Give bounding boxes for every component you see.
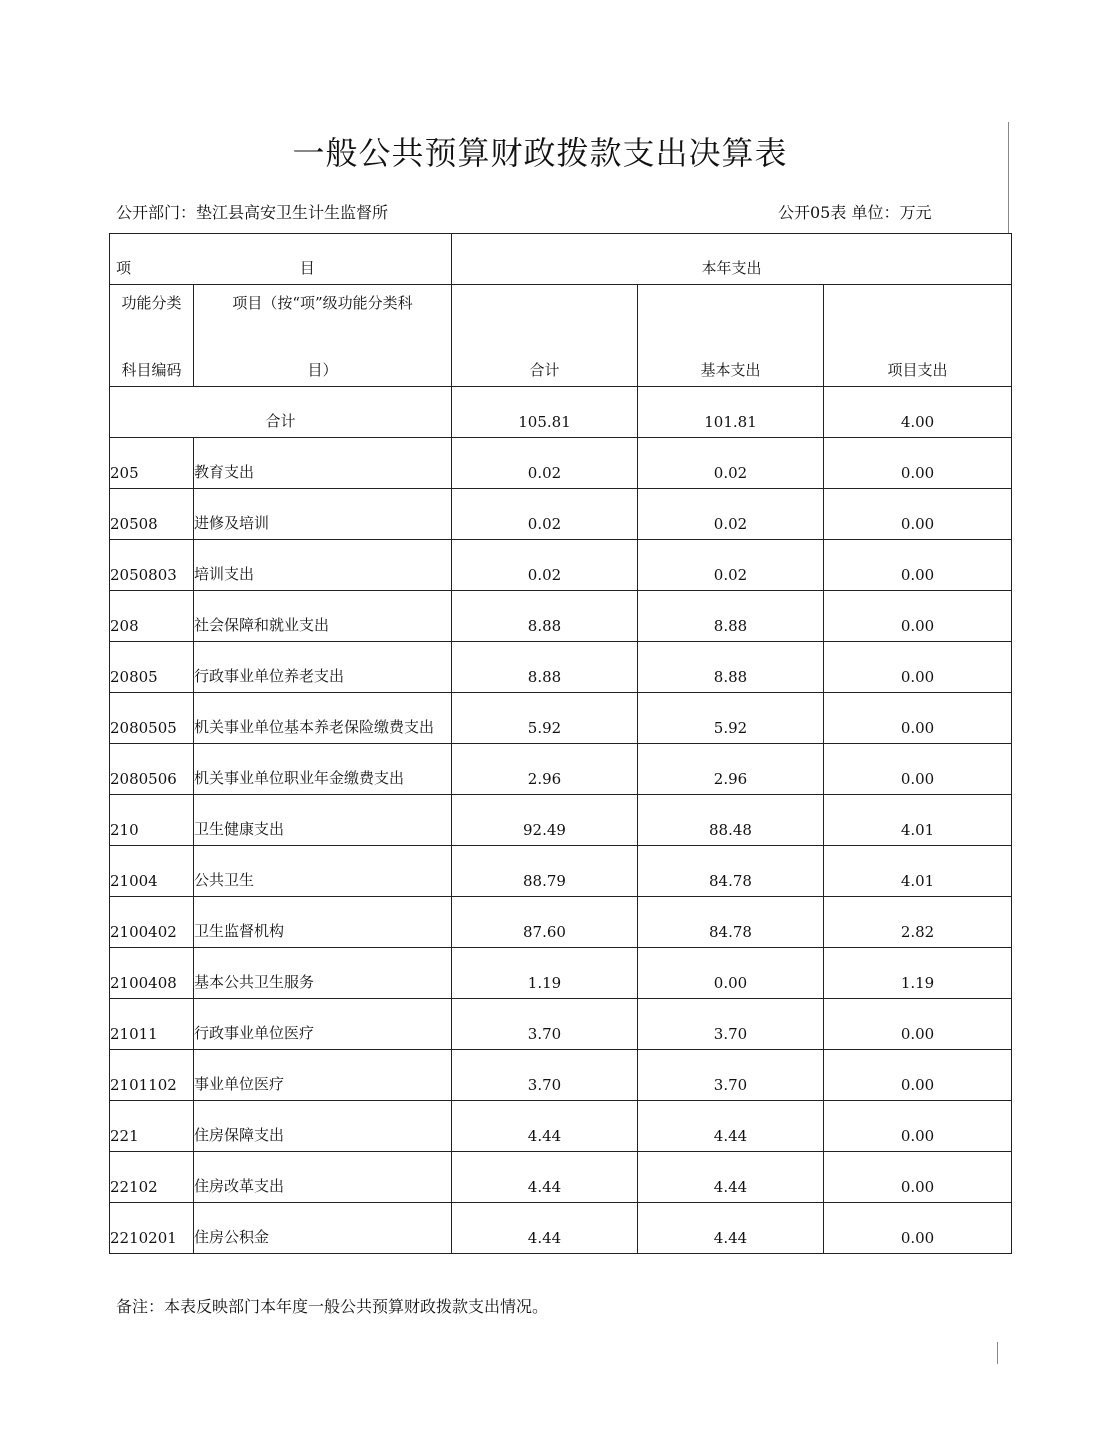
row-basic: 4.44 [638, 1101, 824, 1152]
header-item-right: 目 [299, 259, 315, 277]
table-row [110, 999, 1012, 1050]
row-basic: 8.88 [638, 591, 824, 642]
row-code: 20805 [110, 642, 194, 693]
row-name: 行政事业单位医疗 [194, 999, 452, 1050]
row-basic: 8.88 [638, 642, 824, 693]
total-row-label: 合计 [110, 387, 452, 438]
table-row [110, 846, 1012, 897]
row-code: 2080505 [110, 693, 194, 744]
row-total: 3.70 [452, 999, 638, 1050]
table-row [110, 591, 1012, 642]
page-title: 一般公共预算财政拨款支出决算表 [292, 134, 788, 172]
right-edge-line-bottom [997, 1342, 998, 1364]
row-project: 0.00 [824, 540, 1012, 591]
row-code: 21011 [110, 999, 194, 1050]
row-total: 5.92 [452, 693, 638, 744]
table-row [110, 1050, 1012, 1101]
row-code: 20508 [110, 489, 194, 540]
row-total: 1.19 [452, 948, 638, 999]
header-code-cell [110, 285, 194, 387]
total-row [110, 387, 1012, 438]
row-total: 87.60 [452, 897, 638, 948]
row-code: 2100402 [110, 897, 194, 948]
row-basic: 5.92 [638, 693, 824, 744]
header-current-year: 本年支出 [452, 234, 1012, 285]
table-row [110, 897, 1012, 948]
row-name: 进修及培训 [194, 489, 452, 540]
row-basic: 84.78 [638, 846, 824, 897]
row-project: 0.00 [824, 1101, 1012, 1152]
row-code: 2101102 [110, 1050, 194, 1101]
row-basic: 3.70 [638, 999, 824, 1050]
row-name: 住房公积金 [194, 1203, 452, 1254]
row-total: 88.79 [452, 846, 638, 897]
header-project: 项目支出 [824, 285, 1012, 387]
total-row-total: 105.81 [452, 387, 638, 438]
table-row [110, 489, 1012, 540]
table-row [110, 795, 1012, 846]
row-project: 0.00 [824, 1203, 1012, 1254]
row-basic: 0.02 [638, 489, 824, 540]
footnote: 备注：本表反映部门本年度一般公共预算财政拨款支出情况。 [116, 1297, 549, 1316]
row-basic: 88.48 [638, 795, 824, 846]
row-basic: 84.78 [638, 897, 824, 948]
row-project: 0.00 [824, 591, 1012, 642]
row-project: 0.00 [824, 999, 1012, 1050]
header-item-left: 项 [116, 259, 132, 277]
row-total: 8.88 [452, 591, 638, 642]
row-total: 4.44 [452, 1152, 638, 1203]
row-name: 机关事业单位职业年金缴费支出 [194, 744, 452, 795]
row-name: 公共卫生 [194, 846, 452, 897]
row-name: 基本公共卫生服务 [194, 948, 452, 999]
table-row [110, 642, 1012, 693]
header-code-line1: 功能分类 [121, 294, 182, 312]
row-total: 2.96 [452, 744, 638, 795]
department-label: 公开部门：垫江县高安卫生计生监督所 [116, 203, 389, 222]
row-name: 培训支出 [194, 540, 452, 591]
row-code: 22102 [110, 1152, 194, 1203]
row-name: 卫生健康支出 [194, 795, 452, 846]
row-name: 教育支出 [194, 438, 452, 489]
row-project: 0.00 [824, 744, 1012, 795]
table-row [110, 540, 1012, 591]
table-row [110, 693, 1012, 744]
row-total: 0.02 [452, 540, 638, 591]
row-project: 2.82 [824, 897, 1012, 948]
row-name: 住房保障支出 [194, 1101, 452, 1152]
row-name: 行政事业单位养老支出 [194, 642, 452, 693]
header-name-line2: 目） [307, 361, 338, 379]
row-project: 4.01 [824, 795, 1012, 846]
row-code: 21004 [110, 846, 194, 897]
row-total: 0.02 [452, 438, 638, 489]
row-code: 2080506 [110, 744, 194, 795]
row-code: 210 [110, 795, 194, 846]
row-code: 221 [110, 1101, 194, 1152]
row-total: 4.44 [452, 1203, 638, 1254]
row-name: 社会保障和就业支出 [194, 591, 452, 642]
total-row-project: 4.00 [824, 387, 1012, 438]
total-row-basic: 101.81 [638, 387, 824, 438]
header-item-cell [110, 234, 452, 285]
row-code: 2050803 [110, 540, 194, 591]
row-basic: 4.44 [638, 1152, 824, 1203]
table-row [110, 744, 1012, 795]
row-project: 0.00 [824, 1152, 1012, 1203]
row-name: 卫生监督机构 [194, 897, 452, 948]
table-row [110, 948, 1012, 999]
header-basic: 基本支出 [638, 285, 824, 387]
table-row [110, 1203, 1012, 1254]
header-row-2 [110, 285, 1012, 387]
header-name-cell [194, 285, 452, 387]
right-edge-line-top [1008, 122, 1009, 234]
table-row [110, 1152, 1012, 1203]
row-name: 住房改革支出 [194, 1152, 452, 1203]
row-total: 0.02 [452, 489, 638, 540]
row-code: 205 [110, 438, 194, 489]
row-total: 8.88 [452, 642, 638, 693]
row-basic: 0.00 [638, 948, 824, 999]
row-project: 0.00 [824, 693, 1012, 744]
row-code: 208 [110, 591, 194, 642]
row-total: 92.49 [452, 795, 638, 846]
header-row-1 [110, 234, 1012, 285]
header-total: 合计 [452, 285, 638, 387]
row-project: 1.19 [824, 948, 1012, 999]
header-name-line1: 项目（按“项”级功能分类科 [232, 294, 413, 312]
table-row [110, 438, 1012, 489]
row-project: 0.00 [824, 489, 1012, 540]
row-basic: 0.02 [638, 540, 824, 591]
row-project: 0.00 [824, 438, 1012, 489]
expenditure-table [109, 233, 1012, 1254]
row-code: 2210201 [110, 1203, 194, 1254]
table-code-unit: 公开05表 单位：万元 [778, 203, 932, 222]
row-name: 机关事业单位基本养老保险缴费支出 [194, 693, 452, 744]
row-project: 4.01 [824, 846, 1012, 897]
table-row [110, 1101, 1012, 1152]
row-code: 2100408 [110, 948, 194, 999]
row-basic: 4.44 [638, 1203, 824, 1254]
row-basic: 0.02 [638, 438, 824, 489]
row-total: 3.70 [452, 1050, 638, 1101]
row-total: 4.44 [452, 1101, 638, 1152]
row-basic: 3.70 [638, 1050, 824, 1101]
header-code-line2: 科目编码 [121, 361, 182, 379]
row-basic: 2.96 [638, 744, 824, 795]
row-name: 事业单位医疗 [194, 1050, 452, 1101]
row-project: 0.00 [824, 642, 1012, 693]
row-project: 0.00 [824, 1050, 1012, 1101]
